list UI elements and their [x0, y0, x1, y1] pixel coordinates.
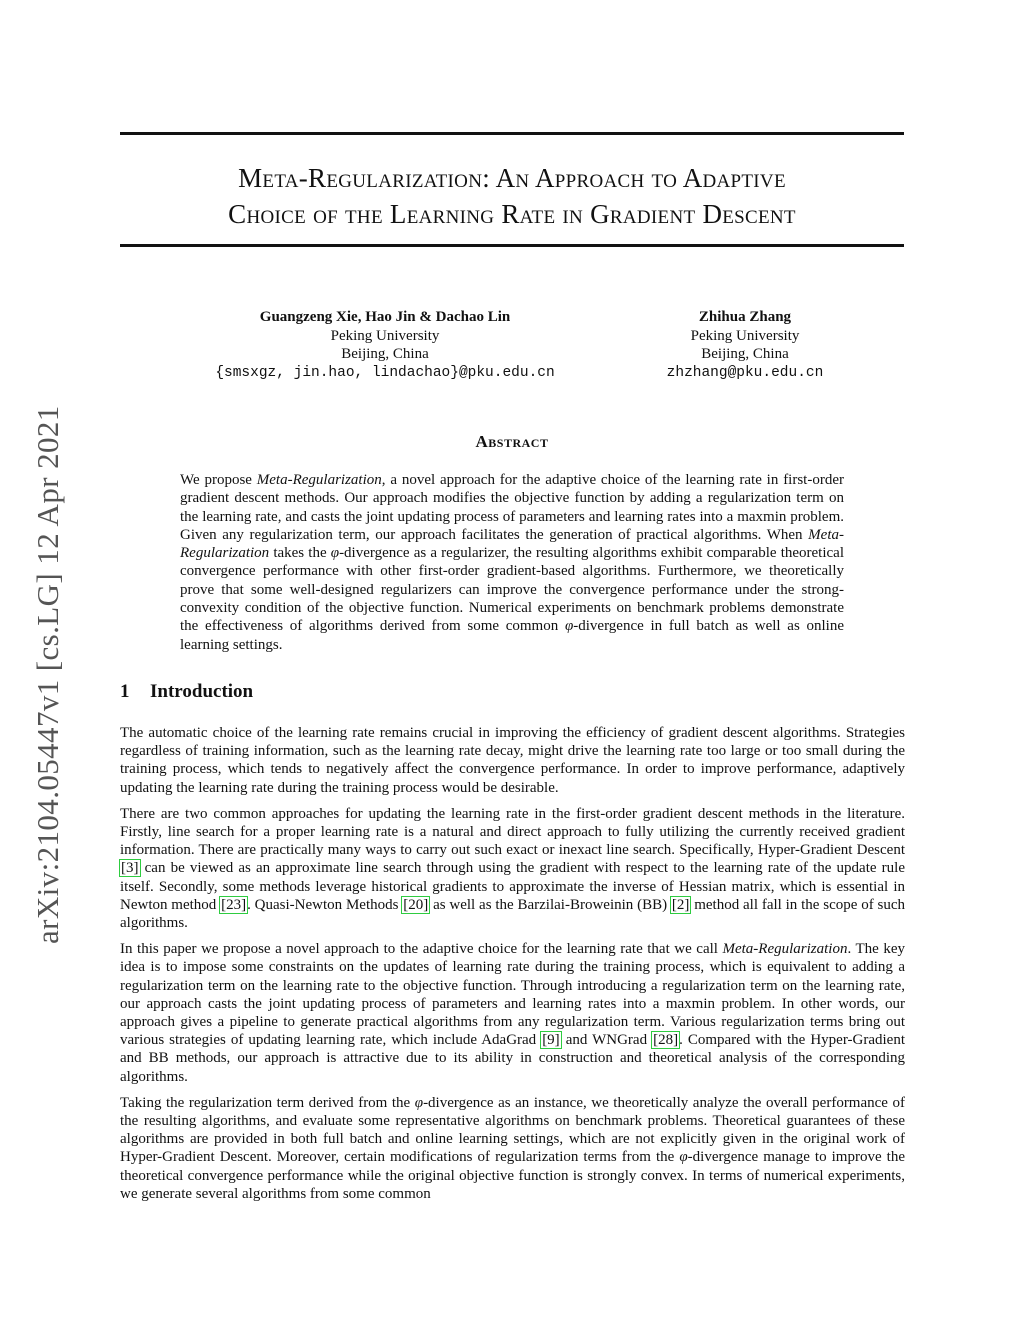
citation-link[interactable]: [3] — [121, 860, 139, 877]
abstract-text: We propose Meta-Regularization, a novel approach for the adaptive choice of the learning rate in first-order gradient descent methods. Our approach modifies the objective function by adding a regularization term on the learning rate, and casts the joint updating process of parameters and learning rates into a maxmin problem. Given any regularization term, our approach facilitates the generation of practical algorithms. When Meta-Regularization takes the φ-divergence as a regularizer, the resulting algorithms exhibit comparable theoretical convergence performance with other first-order gradient-based algorithms. Furthermore, we theoretically prove that some well-designed regularizers can improve the convergence performance under the strong-convexity condition of the objective function. Numerical experiments on benchmark problems demonstrate the effectiveness of algorithms derived from some common φ-divergence in full batch as well as online learning settings. — [180, 472, 844, 653]
author-affiliation: Peking University — [330, 327, 440, 344]
citation-link[interactable]: [23] — [221, 896, 247, 913]
section-number: 1 — [120, 681, 130, 702]
author-location: Beijing, China — [701, 346, 789, 362]
citation-link[interactable]: [20] — [403, 896, 429, 913]
author-email: zhzhang@pku.edu.cn — [666, 364, 824, 381]
introduction-body — [120, 724, 905, 1211]
phi-symbol: φ — [414, 1094, 424, 1111]
author-block-1 — [215, 308, 555, 382]
author-names: Zhihua Zhang — [698, 309, 792, 325]
section-heading-introduction — [120, 681, 253, 703]
paper-title — [120, 160, 904, 232]
citation-link[interactable]: [2] — [671, 896, 690, 913]
citation-link[interactable]: [9] — [542, 1032, 560, 1049]
arxiv-sidebar-stamp: arXiv:2104.05447v1 [cs.LG] 12 Apr 2021 — [30, 405, 65, 944]
paragraph-1: The automatic choice of the learning rate remains crucial in improving the efficiency of gradient descent algorithms. Strategies regardless of training information, such as the learning rate decay, might drive the learning rate too large or too small during the training process, which tends to negatively affect the convergence performance. In order to improve performance, adaptively updating the learning rate during the training process would be desirable. — [120, 725, 905, 796]
paragraph-3: In this paper we propose a novel approach to the adaptive choice for the learning rate that we call Meta-Regularization. The key idea is to impose some constraints on the updates of learning rate during the training process, which is equivalent to adding a regularization term on the learning rate to the objective function. Through introducing a regularization term on the learning rate, our approach casts the joint updating process of parameters and learning rates into a maxmin problem. In other words, our approach gives a pipeline to generate practical algorithms from any regularization term. Various regularization terms bring out various strategies of updating learning rate, which include AdaGrad [9] and WNGrad [28]. Compared with the Hyper-Gradient and BB methods, our approach is attractive due to its ability in construction and theoretical analysis of the corresponding algorithms. — [120, 941, 905, 1085]
author-email: {smsxgz, jin.hao, lindachao}@pku.edu.cn — [215, 364, 555, 381]
author-block-2 — [630, 308, 860, 382]
phi-symbol: φ — [564, 618, 574, 635]
author-names: Guangzeng Xie, Hao Jin & Dachao Lin — [259, 309, 511, 325]
title-line-2: Choice of the Learning Rate in Gradient Descent — [228, 199, 796, 229]
author-affiliation: Peking University — [690, 327, 800, 344]
method-name: Meta-Regularization — [722, 941, 848, 958]
author-location: Beijing, China — [341, 346, 429, 362]
phi-symbol: φ — [330, 545, 340, 562]
title-bottom-rule — [120, 244, 904, 247]
phi-symbol: φ — [679, 1149, 688, 1166]
method-name: Meta-Regularization — [180, 526, 844, 562]
method-name: Meta-Regularization — [256, 472, 382, 488]
title-line-1: Meta-Regularization: An Approach to Adaptive — [238, 163, 786, 193]
citation-link[interactable]: [28] — [653, 1032, 679, 1049]
paragraph-2: There are two common approaches for updating the learning rate in the first-order gradient descent methods in the literature. Firstly, line search for a proper learning rate is a natural and direct approach to fully utilizing the currently received gradient information. There are practically many ways to carry out such exact or inexact line search. Specifically, Hyper-Gradient Descent [3] can be viewed as an approximate line search through using the gradient with respect to the learning rate of the update rule itself. Secondly, some methods leverage historical gradients to approximate the inverse of Hessian matrix, which is essential in Newton method [23]. Quasi-Newton Methods [20] as well as the Barzilai-Broweinin (BB) [2] method all fall in the scope of such algorithms. — [120, 805, 906, 932]
paragraph-4: Taking the regularization term derived from the φ-divergence as an instance, we theoretically analyze the overall performance of the resulting algorithms, and evaluate some representative algorithms on benchmark problems. Theoretical guarantees of these algorithms are provided in both full batch and online learning settings, which are not explicitly given in the original work of Hyper-Gradient Descent. Moreover, certain modifications of regularization terms from the φ-divergence manage to improve the theoretical convergence performance while the original objective function is strongly convex. In terms of numerical experiments, we generate several algorithms from some common — [120, 1094, 905, 1202]
abstract-heading: Abstract — [475, 432, 549, 451]
section-title: Introduction — [150, 681, 254, 702]
title-top-rule — [120, 132, 904, 135]
